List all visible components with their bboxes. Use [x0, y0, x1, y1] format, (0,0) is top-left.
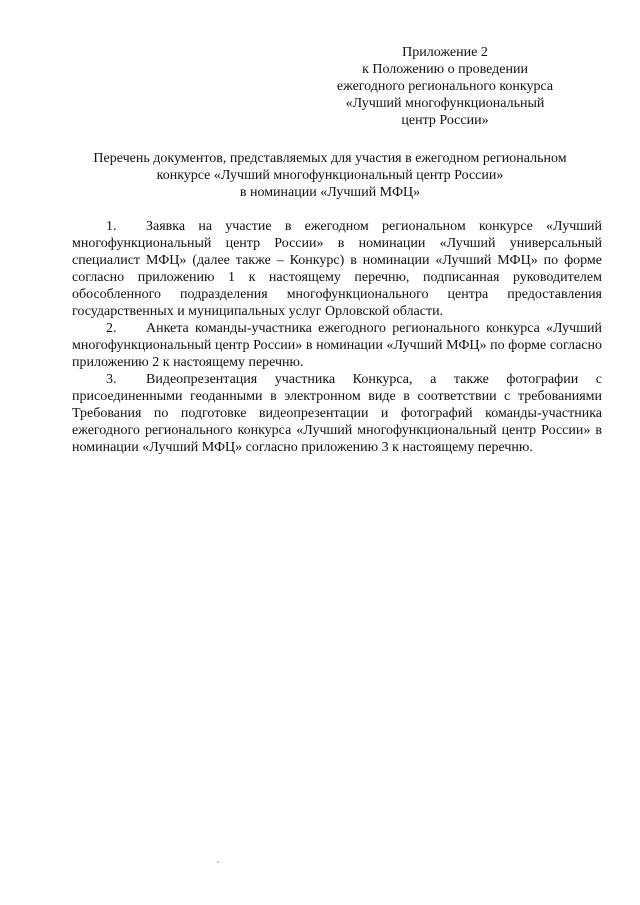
- title-line: в номинации «Лучший МФЦ»: [239, 185, 421, 200]
- list-item: [72, 320, 602, 371]
- appendix-header: [320, 44, 570, 129]
- list-item: [72, 371, 602, 456]
- item-text: Видеопрезентация участника Конкурса, а также фотографии с присоединенными геоданными в электронном виде в соответствии с требованиями Требования по подготовке видеопрезентации и фотографий команды-участника ежегодного регионального конкурса «Лучший многофункциональный центр России» в номинации «Лучший МФЦ» согласно приложению 3 к настоящему перечню.: [72, 372, 602, 455]
- item-number: 1.: [106, 219, 117, 234]
- item-text: Заявка на участие в ежегодном региональном конкурсе «Лучший многофункциональный центр России» в номинации «Лучший универсальный специалист МФЦ» (далее также – Конкурс) в номинации «Лучший МФЦ» по форме согласно приложению 1 к настоящему перечню, подписанная руководителем обособленного подразделения многофункционального центра предоставления государственных и муниципальных услуг Орловской области.: [72, 219, 602, 319]
- appendix-line: «Лучший многофункциональный: [345, 96, 545, 111]
- document-list: [72, 218, 602, 456]
- list-item: [72, 218, 602, 320]
- item-text: Анкета команды-участника ежегодного регионального конкурса «Лучший многофункциональный центр России» в номинации «Лучший МФЦ» по форме согласно приложению 2 к настоящему перечню.: [72, 321, 602, 370]
- item-number: 3.: [106, 372, 117, 387]
- appendix-line: ежегодного регионального конкурса: [336, 79, 554, 94]
- document-title: [60, 150, 600, 201]
- appendix-line: к Положению о проведении: [362, 62, 528, 77]
- appendix-line: Приложение 2: [402, 45, 488, 60]
- item-number: 2.: [106, 321, 117, 336]
- appendix-line: центр России»: [401, 113, 489, 128]
- title-line: Перечень документов, представляемых для участия в ежегодном региональном: [93, 151, 567, 166]
- scan-speck: [217, 861, 219, 863]
- title-line: конкурсе «Лучший многофункциональный центр России»: [156, 168, 504, 183]
